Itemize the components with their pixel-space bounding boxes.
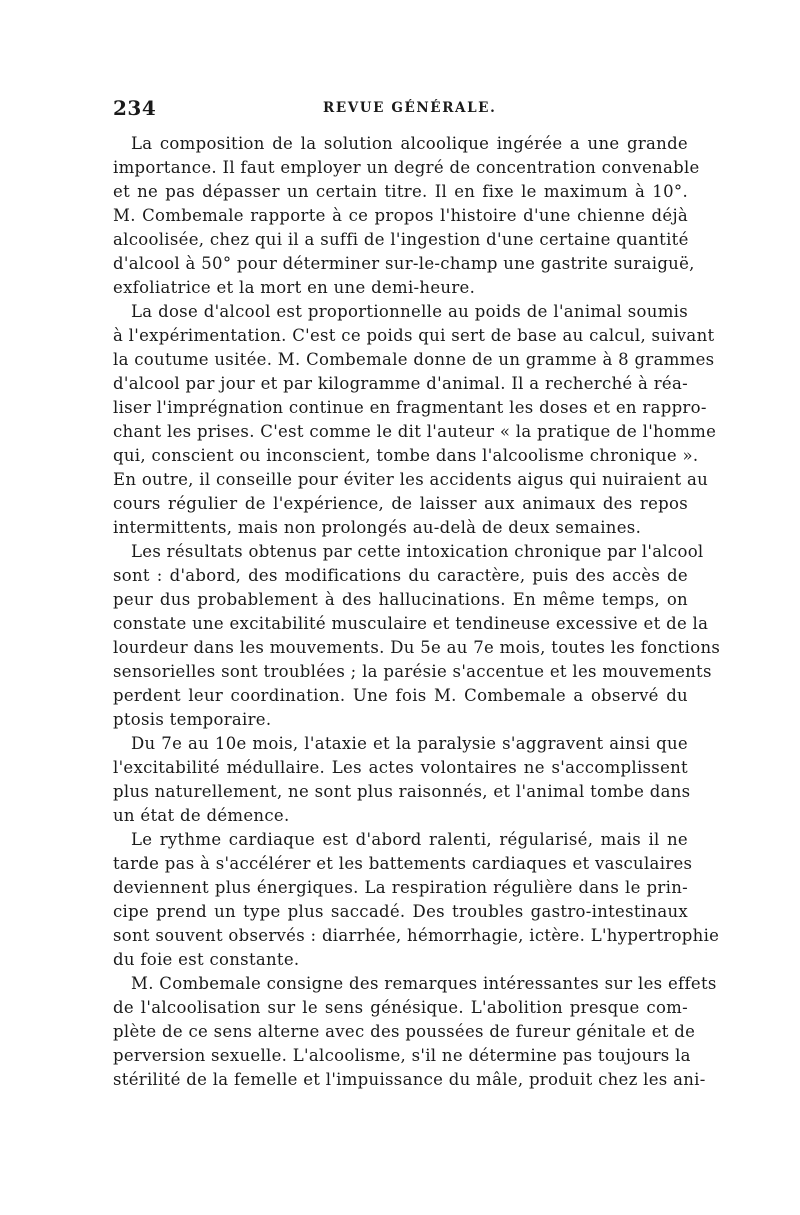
text-line: de l'alcoolisation sur le sens génésique. L'abolition presque com-: [113, 998, 688, 1017]
text-line: liser l'imprégnation continue en fragmentant les doses et en rappro-: [113, 398, 707, 417]
text-line: ptosis temporaire.: [113, 710, 272, 729]
text-line: plète de ce sens alterne avec des poussées de fureur génitale et de: [113, 1022, 696, 1041]
text-line: lourdeur dans les mouvements. Du 5e au 7e mois, toutes les fonctions: [113, 638, 721, 657]
paragraph: [113, 732, 691, 828]
text-line: perdent leur coordination. Une fois M. Combemale a observé du: [113, 686, 688, 705]
running-head: REVUE GÉNÉRALE.: [323, 100, 497, 116]
text-line: En outre, il conseille pour éviter les accidents aigus qui nuiraient au: [113, 470, 709, 489]
text-line: plus naturellement, ne sont plus raisonnés, et l'animal tombe dans: [113, 782, 691, 801]
paragraph: [113, 828, 720, 972]
paragraph: [113, 540, 721, 732]
text-line: un état de démence.: [113, 806, 290, 825]
text-line: tarde pas à s'accélérer et les battements cardiaques et vasculaires: [113, 854, 693, 873]
text-line: Du 7e au 10e mois, l'ataxie et la paralysie s'aggravent ainsi que: [131, 734, 688, 753]
text-line: d'alcool par jour et par kilogramme d'animal. Il a recherché à réa-: [113, 374, 688, 393]
text-line: stérilité de la femelle et l'impuissance du mâle, produit chez les ani-: [113, 1070, 706, 1089]
paragraph: [113, 300, 717, 540]
page-header: [113, 96, 688, 124]
text-line: Les résultats obtenus par cette intoxication chronique par l'alcool: [131, 542, 704, 561]
text-line: La dose d'alcool est proportionnelle au poids de l'animal soumis: [131, 302, 688, 321]
text-line: d'alcool à 50° pour déterminer sur-le-champ une gastrite suraiguë,: [113, 254, 695, 273]
text-line: qui, conscient ou inconscient, tombe dans l'alcoolisme chronique ».: [113, 446, 699, 465]
paragraph: [113, 972, 717, 1092]
text-line: sensorielles sont troublées ; la parésie s'accentue et les mouvements: [113, 662, 712, 681]
text-line: la coutume usitée. M. Combemale donne de un gramme à 8 grammes: [113, 350, 715, 369]
text-line: M. Combemale rapporte à ce propos l'histoire d'une chienne déjà: [113, 206, 688, 225]
text-line: M. Combemale consigne des remarques intéressantes sur les effets: [131, 974, 717, 993]
text-line: cipe prend un type plus saccadé. Des troubles gastro-intestinaux: [113, 902, 688, 921]
text-line: du foie est constante.: [113, 950, 300, 969]
page-number: 234: [113, 96, 157, 120]
text-line: peur dus probablement à des hallucinations. En même temps, on: [113, 590, 688, 609]
text-line: deviennent plus énergiques. La respiration régulière dans le prin-: [113, 878, 688, 897]
text-line: perversion sexuelle. L'alcoolisme, s'il ne détermine pas toujours la: [113, 1046, 691, 1065]
text-line: cours régulier de l'expérience, de laisser aux animaux des repos: [113, 494, 688, 513]
text-line: sont souvent observés : diarrhée, hémorrhagie, ictère. L'hypertrophie: [113, 926, 720, 945]
text-line: intermittents, mais non prolongés au-delà de deux semaines.: [113, 518, 642, 537]
body-text: [113, 132, 721, 1092]
text-line: l'excitabilité médullaire. Les actes volontaires ne s'accomplissent: [113, 758, 688, 777]
text-line: constate une excitabilité musculaire et tendineuse excessive et de la: [113, 614, 709, 633]
text-line: importance. Il faut employer un degré de concentration convenable: [113, 158, 700, 177]
text-line: La composition de la solution alcoolique ingérée a une grande: [131, 134, 688, 153]
text-line: Le rythme cardiaque est d'abord ralenti, régularisé, mais il ne: [131, 830, 688, 849]
text-line: à l'expérimentation. C'est ce poids qui sert de base au calcul, suivant: [113, 326, 715, 345]
text-line: sont : d'abord, des modifications du caractère, puis des accès de: [113, 566, 688, 585]
text-line: alcoolisée, chez qui il a suffi de l'ingestion d'une certaine quantité: [113, 230, 689, 249]
paragraph: [113, 132, 700, 300]
text-line: exfoliatrice et la mort en une demi-heure.: [113, 278, 476, 297]
text-line: et ne pas dépasser un certain titre. Il en fixe le maximum à 10°.: [113, 182, 688, 201]
text-line: chant les prises. C'est comme le dit l'auteur « la pratique de l'homme: [113, 422, 717, 441]
